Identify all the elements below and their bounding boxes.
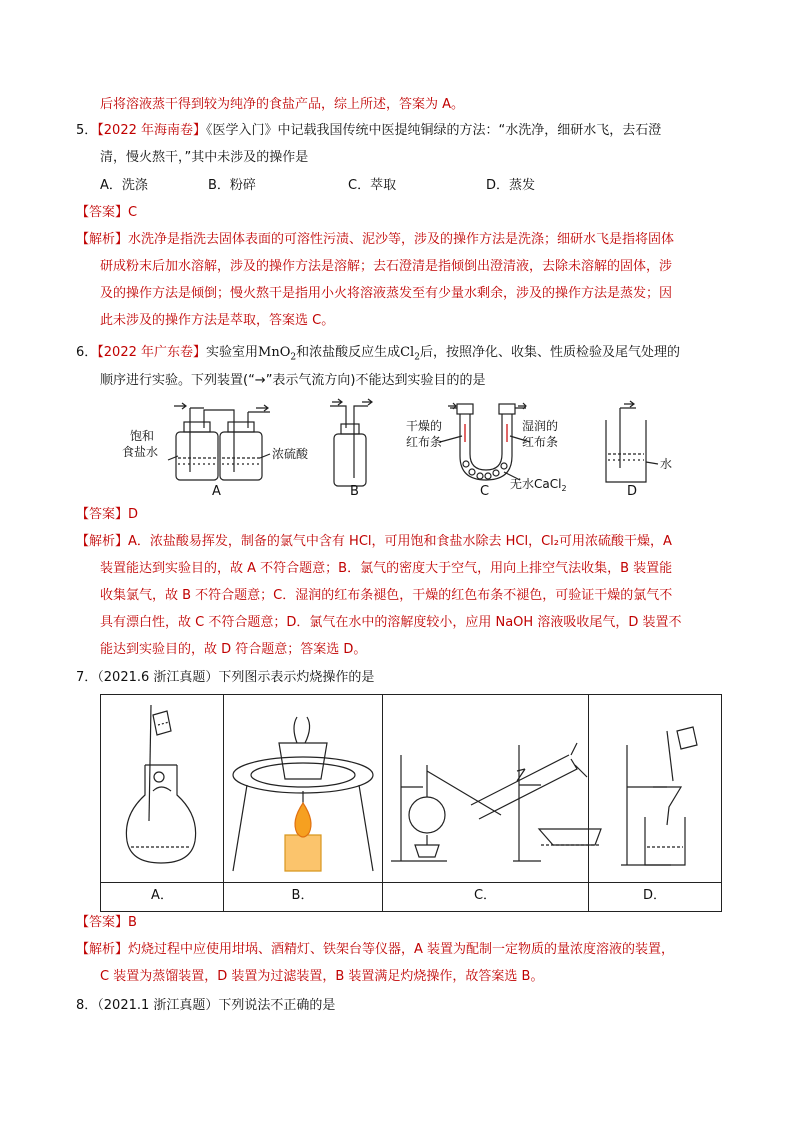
q7-answer-value: B [128, 915, 137, 930]
q6-fig-c-left1: 干燥的 [406, 419, 443, 433]
q6-mno2: MnO$_2$ [258, 345, 297, 363]
q7-label-b: B． [291, 888, 314, 903]
q7-apparatus-drawings [101, 695, 721, 881]
q6-analysis-line1 [76, 532, 672, 552]
q6-label-d: D [627, 484, 638, 499]
q7-b-crucible [233, 717, 373, 871]
q6-fig-c-left2: 红布条 [406, 435, 443, 449]
q6-cl2: $Cl_2$ [400, 345, 420, 363]
q7-analysis-tag: 【解析】 [76, 942, 129, 957]
q6-analysis-line5: 能达到实验目的，故 D 符合题意；答案选 D。 [100, 642, 367, 657]
q5-answer-tag: 【答案】 [76, 205, 129, 220]
q6-answer-tag: 【答案】 [76, 507, 129, 522]
q8-stem [76, 996, 335, 1016]
q5-answer-value: C [128, 205, 138, 220]
q5-analysis-line2: 研成粉末后加水溶解，涉及的操作方法是溶解；去石澄清是指倾倒出澄清液，去除未溶解的固体，涉 [100, 259, 673, 274]
q5-stem-line2: 清，慢火熬干，”其中未涉及的操作是 [100, 150, 309, 165]
q5-stem-text: 《医学入门》中记载我国传统中医提纯铜绿的方法：“水洗净，细研水飞，去石澄 [206, 123, 662, 138]
q7-a-volumetric-flask [126, 705, 195, 863]
q6-analysis-line2: 装置能达到实验目的，故 A 不符合题意；B．氯气的密度大于空气，用向上排空气法收集，B 装置能 [100, 561, 673, 576]
q6-d-beaker [606, 401, 658, 482]
q5-option-b: B．粉碎 [208, 178, 256, 193]
q6-fig-a-right: 浓硫酸 [272, 447, 309, 461]
q6-label-b: B [350, 484, 359, 499]
q6-c-utube [440, 403, 530, 480]
q6-label-c: C [480, 484, 490, 499]
q7-answer [76, 913, 137, 933]
q7-answer-tag: 【答案】 [76, 915, 129, 930]
q5-option-a: A．洗涤 [100, 178, 148, 193]
q7-d-filtration [621, 727, 697, 865]
q5-option-d: D．蒸发 [486, 178, 536, 193]
q5-stem-line1 [76, 121, 661, 141]
q5-analysis-tag: 【解析】 [76, 232, 129, 247]
q7-label-c: C． [473, 888, 497, 903]
q6-stem-line2: 顺序进行实验。下列装置(“→”表示气流方向)不能达到实验目的的是 [100, 373, 486, 388]
q6-fig-c-right2: 红布条 [522, 435, 559, 449]
q6-stem-part2: 和浓盐酸反应生成 [296, 345, 401, 360]
q7-analysis-line2: C 装置为蒸馏装置，D 装置为过滤装置，B 装置满足灼烧操作，故答案选 B。 [100, 969, 544, 984]
q6-answer [76, 505, 138, 525]
q5-analysis-line4: 此未涉及的操作方法是萃取，答案选 C。 [100, 313, 335, 328]
q7-label-a: A． [151, 888, 173, 903]
q6-stem-part1: 实验室用 [206, 345, 259, 360]
q6-analysis-text: A．浓盐酸易挥发，制备的氯气中含有 HCl，可用饱和食盐水除去 HCl，Cl₂可用浓硫酸干燥，A [128, 534, 672, 549]
q6-label-a: A [212, 484, 221, 499]
q6-source-tag: 【2022 年广东卷】 [97, 345, 206, 360]
q7-number: 7． [76, 670, 98, 685]
q6-analysis-tag: 【解析】 [76, 534, 129, 549]
q6-analysis-line3: 收集氯气，故 B 不符合题意；C．湿润的红布条褪色，干燥的红色布条不褪色，可验证干燥的氯气不 [100, 588, 673, 603]
q7-analysis-line1 [76, 940, 674, 960]
q6-fig-c-bottom: 无水CaCl$_2$ [510, 477, 567, 493]
q6-fig-a-left2: 食盐水 [122, 445, 159, 459]
q6-stem-line1 [76, 343, 680, 368]
q7-analysis-text: 灼烧过程中应使用坩埚、酒精灯、铁架台等仪器，A 装置为配制一定物质的量浓度溶液的装置， [128, 942, 675, 957]
q5-analysis-text: 水洗净是指洗去固体表面的可溶性污渍、泥沙等，涉及的操作方法是洗涤；细研水飞是指将固体 [128, 232, 675, 247]
q6-apparatus-figure [110, 398, 690, 498]
q6-number: 6． [76, 345, 98, 360]
q5-number: 5． [76, 123, 98, 138]
q6-fig-d-right: 水 [660, 457, 673, 471]
q6-fig-a-left1: 饱和 [130, 429, 155, 443]
q8-number: 8． [76, 998, 98, 1013]
q5-analysis-line1 [76, 230, 674, 250]
q6-stem-part3: 后，按照净化、收集、性质检验及尾气处理的 [419, 345, 680, 360]
q7-stem-text: （2021.6 浙江真题）下列图示表示灼烧操作的是 [97, 670, 375, 685]
q7-label-d: D． [642, 888, 666, 903]
q6-analysis-line4: 具有漂白性，故 C 不符合题意；D．氯气在水中的溶解度较小，应用 NaOH 溶液吸收尾气，D 装置不 [100, 615, 682, 630]
q5-option-c: C．萃取 [348, 178, 397, 193]
q7-stem [76, 668, 374, 688]
prev-answer-line: 后将溶液蒸干得到较为纯净的食盐产品，综上所述，答案为 A。 [100, 97, 465, 112]
q6-a-bottles [168, 403, 270, 480]
q5-analysis-line3: 及的操作方法是倾倒；慢火熬干是指用小火将溶液蒸发至有少量水剩余，涉及的操作方法是蒸发；因 [100, 286, 673, 301]
q7-c-distillation [391, 743, 601, 861]
q5-answer [76, 203, 137, 223]
q8-stem-text: （2021.1 浙江真题）下列说法不正确的是 [97, 998, 336, 1013]
q6-b-bottle [330, 399, 372, 486]
q5-source-tag: 【2022 年海南卷】 [97, 123, 206, 138]
q7-image-table [100, 694, 722, 912]
q6-fig-c-right1: 湿润的 [522, 419, 559, 433]
q6-answer-value: D [128, 507, 139, 522]
